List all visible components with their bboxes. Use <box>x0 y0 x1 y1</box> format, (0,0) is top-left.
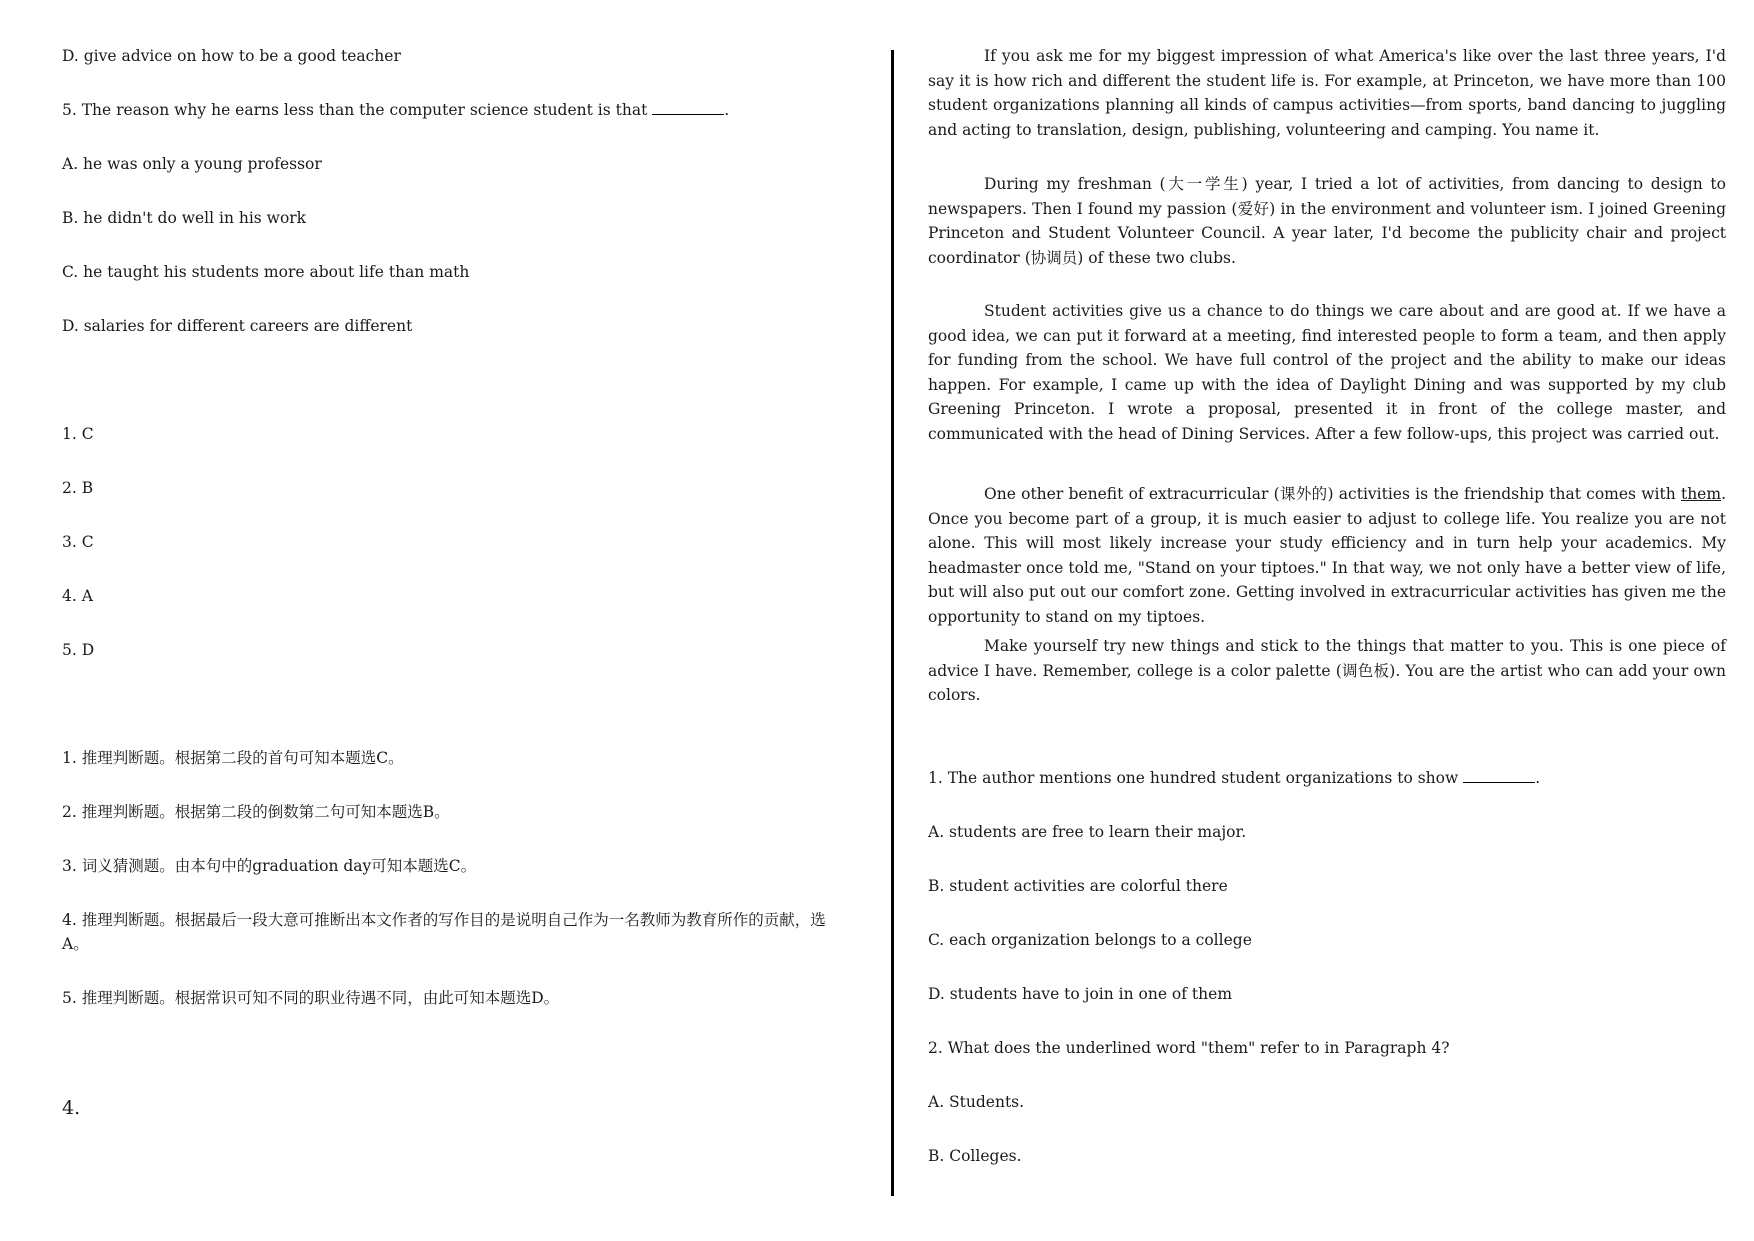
paragraph-2-text: During my freshman (大一学生) year, I tried a lot of activities, from dancing to design to newspapers. Then I found my passion (爱好) in the environment and volunteer ism. I joined Greening Princeton and Student Volunteer Council. A year later, I'd become the publicity chair and project coordinator (协调员) of these two clubs. <box>928 175 1726 267</box>
explanation-1: 1. 推理判断题。根据第二段的首句可知本题选C。 <box>62 749 404 767</box>
answer-blank <box>652 100 724 115</box>
q5-option-c: C. he taught his students more about life than math <box>62 263 470 281</box>
q1-option-c: C. each organization belongs to a college <box>928 931 1252 949</box>
q2-option-a: A. Students. <box>928 1093 1025 1111</box>
explanation-4: 4. 推理判断题。根据最后一段大意可推断出本文作者的写作目的是说明自己作为一名教师为教育所作的贡献，选A。 <box>62 911 826 953</box>
column-divider <box>891 50 894 1196</box>
q5-option-d: D. salaries for different careers are different <box>62 317 413 335</box>
answer-4: 4. A <box>62 587 93 605</box>
passage-paragraph-4 <box>928 482 1726 629</box>
q1-option-a: A. students are free to learn their major. <box>928 823 1247 841</box>
answer-5: 5. D <box>62 641 95 659</box>
paragraph-5-text: Make yourself try new things and stick to the things that matter to you. This is one piece of advice I have. Remember, college is a color palette (调色板). You are the artist who can add your own colors. <box>928 637 1726 704</box>
q4-option-d: D. give advice on how to be a good teacher <box>62 47 401 65</box>
passage-paragraph-3 <box>928 299 1726 446</box>
paragraph-4-text-b: . Once you become part of a group, it is much easier to adjust to college life. You realize you are not alone. This will most likely increase your study efficiency and in turn help your academics. My headmaster once told me, "Stand on your tiptoes." In that way, we not only have a better view of life, but will also put out our comfort zone. Getting involved in extracurricular activities has given me the opportunity to stand on my tiptoes. <box>928 485 1726 626</box>
answer-1: 1. C <box>62 425 94 443</box>
passage-paragraph-5 <box>928 634 1726 708</box>
q5-option-a: A. he was only a young professor <box>62 155 322 173</box>
q1-stem-text: 1. The author mentions one hundred student organizations to show <box>928 769 1459 787</box>
answer-3: 3. C <box>62 533 94 551</box>
q1-option-b: B. student activities are colorful there <box>928 877 1228 895</box>
passage-paragraph-1 <box>928 44 1726 142</box>
explanation-3: 3. 词义猜测题。由本句中的graduation day可知本题选C。 <box>62 857 477 875</box>
paragraph-3-text: Student activities give us a chance to do things we care about and are good at. If we have a good idea, we can put it forward at a meeting, find interested people to form a team, and then apply for funding from the school. We have full control of the project and the ability to make our ideas happen. For example, I came up with the idea of Daylight Dining and was supported by my club Greening Princeton. I wrote a proposal, presented it in front of the college master, and communicated with the head of Dining Services. After a few follow-ups, this project was carried out. <box>928 302 1726 443</box>
q5-stem-text: 5. The reason why he earns less than the computer science student is that <box>62 101 648 119</box>
q5-option-b: B. he didn't do well in his work <box>62 209 307 227</box>
paragraph-1-text: If you ask me for my biggest impression of what America's like over the last three years, I'd say it is how rich and different the student life is. For example, at Princeton, we have more than 100 student organizations planning all kinds of campus activities—from sports, band dancing to juggling and acting to translation, design, publishing, volunteering and camping. You name it. <box>928 47 1726 139</box>
underlined-word-them: them <box>1680 485 1722 503</box>
paragraph-4-text-a: One other benefit of extracurricular (课外的) activities is the friendship that comes with <box>984 485 1681 503</box>
q2-stem: 2. What does the underlined word "them" refer to in Paragraph 4? <box>928 1039 1450 1057</box>
q5-stem-end: . <box>724 101 730 119</box>
explanation-5: 5. 推理判断题。根据常识可知不同的职业待遇不同，由此可知本题选D。 <box>62 989 560 1007</box>
q1-option-d: D. students have to join in one of them <box>928 985 1233 1003</box>
passage-paragraph-2 <box>928 172 1726 270</box>
explanation-2: 2. 推理判断题。根据第二段的倒数第二句可知本题选B。 <box>62 803 450 821</box>
q1-stem-end: . <box>1535 769 1541 787</box>
q1-stem <box>928 766 1540 790</box>
answer-blank <box>1463 768 1535 783</box>
section-number: 4. <box>62 1097 81 1119</box>
answer-2: 2. B <box>62 479 94 497</box>
q2-option-b: B. Colleges. <box>928 1147 1022 1165</box>
q5-stem <box>62 98 729 122</box>
